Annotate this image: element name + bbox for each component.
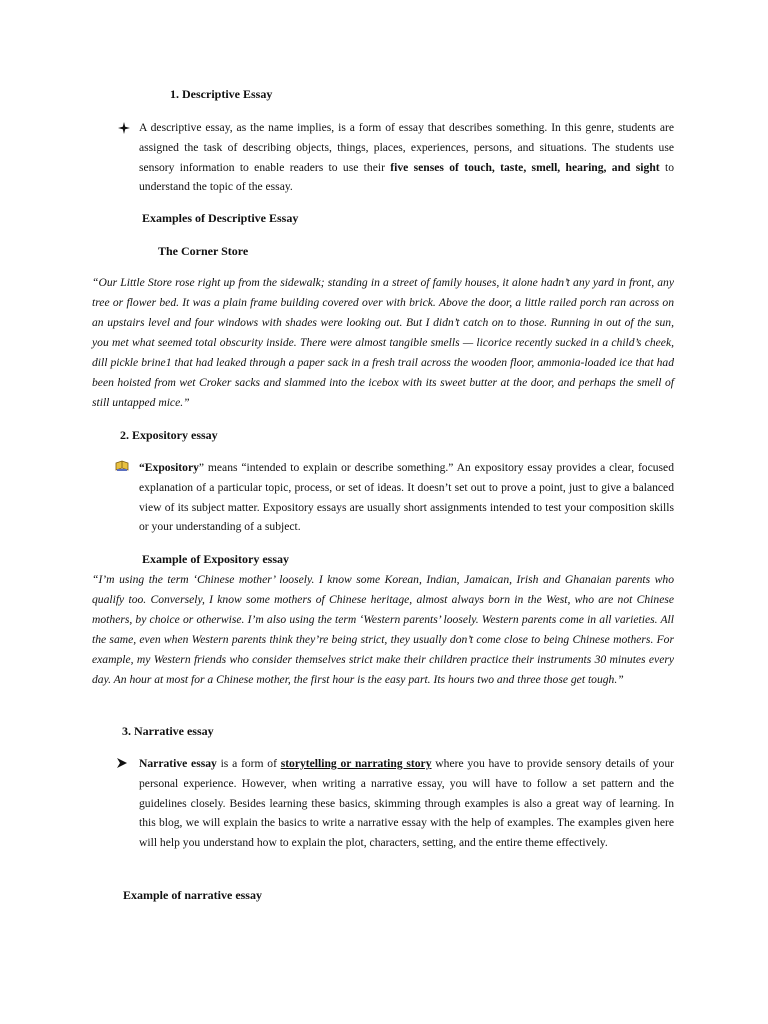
narrative-para-rest: where you have to provide sensory details of your personal experience. However, when writing a narrative essay, you will have to follow a set pattern and the guidelines closely. Besides learning these basics, skimming through examples is also a great way of learning. In this blog, we will explain the basics to write a narrative essay with the help of examples. The examples given here will help you understand how to explain the plot, characters, setting, and the entire theme effectively. <box>139 757 674 850</box>
heading-examples-descriptive: Examples of Descriptive Essay <box>142 211 299 225</box>
descriptive-para-bold: five senses of touch, taste, smell, hearing, and sight <box>390 160 660 174</box>
descriptive-para-end: to understand the topic of the essay. <box>139 160 674 194</box>
narrative-para-bold: Narrative essay <box>139 757 217 770</box>
narrative-para-mid: is a form of <box>216 757 281 770</box>
heading-descriptive-essay: 1. Descriptive Essay <box>170 87 273 101</box>
heading-expository-essay: 2. Expository essay <box>120 428 218 442</box>
corner-store-quote: “Our Little Store rose right up from the sidewalk; standing in a street of family houses, it alone hadn’t any yard in front, any tree or flower bed. It was a plain frame building covered over with brick. Above the door, a little railed porch ran across on an upstairs level and four windows with shades were looking out. But I didn’t catch on to those. Running in out of the sun, you met what seemed total obscurity inside. There were almost tangible smells — licorice recently sucked in a child’s cheek, dill pickle brine1 that had leaked through a paper sack in a fresh trail across the wooden floor, ammonia-loaded ice that had been hoisted from wet Croker sacks and slammed into the icebox with its sweet butter at the door, and perhaps the smell of still untapped mice.” <box>92 276 674 409</box>
descriptive-para-start: A descriptive essay, as the name implies, is a form of essay that describes something. In this genre, students are assigned the task of describing objects, things, places, experiences, persons, and situations. The students use sensory information to enable readers to use their <box>139 121 674 174</box>
narrative-essay-paragraph <box>139 754 674 853</box>
expository-para-rest: ” means “intended to explain or describe something.” An expository essay provides a clear, focused explanation of a particular topic, process, or set of ideas. It doesn’t set out to prove a point, just to give a balanced view of its subject matter. Expository essays are usually short assignments intended to test your composition skills or your understanding of a subject. <box>139 461 674 534</box>
diamond-star-bullet-icon <box>118 122 130 136</box>
expository-para-bold: “Expository <box>139 461 199 474</box>
descriptive-essay-paragraph <box>139 118 674 197</box>
storytelling-link[interactable]: storytelling or narrating story <box>280 757 432 770</box>
heading-corner-store: The Corner Store <box>158 244 249 258</box>
chinese-mother-quote: “I’m using the term ‘Chinese mother’ loosely. I know some Korean, Indian, Jamaican, Irish and Ghanaian parents who qualify too. Conversely, I know some mothers of Chinese heritage, almost always born in the West, who are not Chinese mothers, by choice or otherwise. I’m also using the term ‘Western parents’ loosely. Western parents come in all varieties. All the same, even when Western parents think they’re being strict, they usually don’t come close to being Chinese mothers. For example, my Western friends who consider themselves strict make their children practice their instruments 30 minutes every day. An hour at most for a Chinese mother, the first hour is the easy part. Its hours two and three those get tough.” <box>92 573 674 686</box>
arrowhead-bullet-icon <box>117 758 127 770</box>
heading-example-expository: Example of Expository essay <box>142 552 289 566</box>
book-bullet-icon <box>115 460 129 474</box>
expository-essay-paragraph <box>139 458 674 537</box>
heading-example-narrative: Example of narrative essay <box>123 888 262 902</box>
heading-narrative-essay: 3. Narrative essay <box>122 724 214 738</box>
